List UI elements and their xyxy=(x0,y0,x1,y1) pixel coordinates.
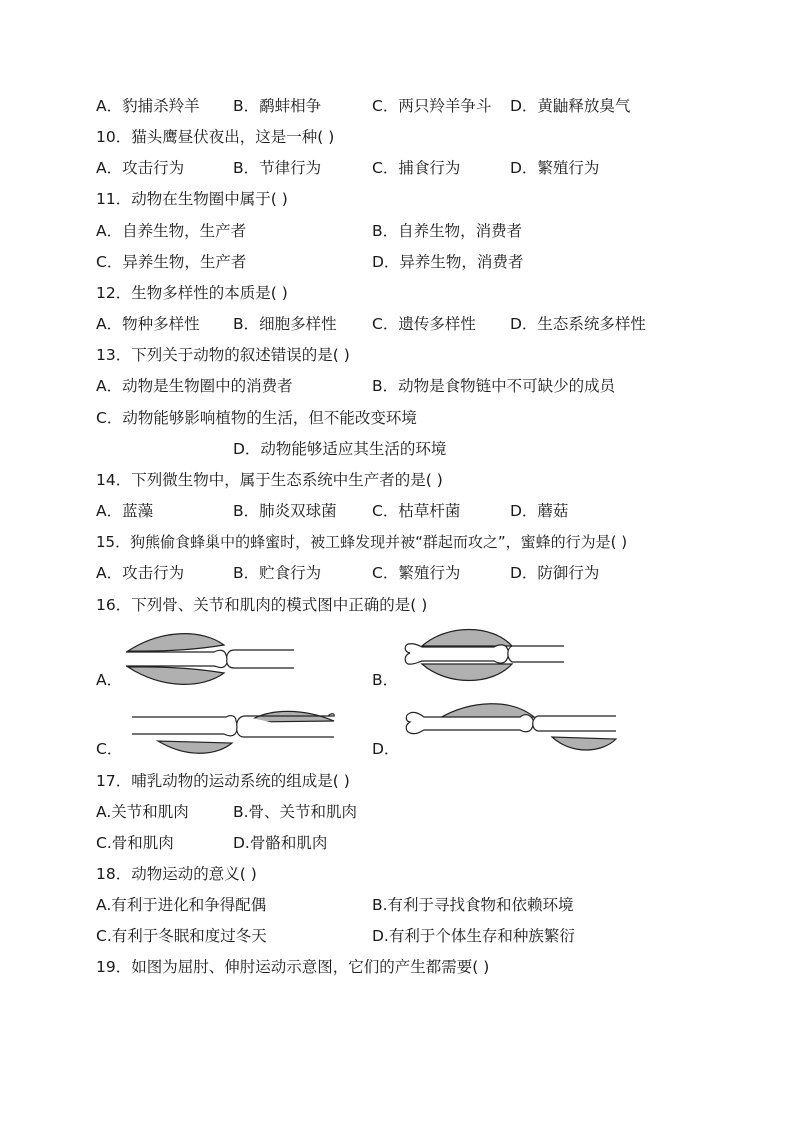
q17-option-b: B.骨、关节和肌肉 xyxy=(233,803,358,821)
q13-option-b: B．动物是食物链中不可缺少的成员 xyxy=(372,377,616,395)
q17-option-d: D.骨骼和肌肉 xyxy=(233,834,328,852)
q16-option-a-label: A． xyxy=(96,671,123,689)
q17-option-c: C.骨和肌肉 xyxy=(96,834,174,852)
q18-option-a: A.有利于进化和争得配偶 xyxy=(96,896,267,914)
q14-stem: 14．下列微生物中，属于生态系统中生产者的是( ) xyxy=(96,471,443,489)
q17-stem: 17．哺乳动物的运动系统的组成是( ) xyxy=(96,772,350,790)
q11-option-d: D．异养生物，消费者 xyxy=(372,253,524,271)
q14-option-b: B．肺炎双球菌 xyxy=(233,502,337,520)
q12-option-d: D．生态系统多样性 xyxy=(510,315,646,333)
q13-option-d: D．动物能够适应其生活的环境 xyxy=(233,440,447,458)
q18-option-b: B.有利于寻找食物和依赖环境 xyxy=(372,896,574,914)
figure-d-bone-muscle xyxy=(402,699,620,757)
q11-option-b: B．自养生物，消费者 xyxy=(372,222,523,240)
q15-option-a: A．攻击行为 xyxy=(96,564,185,582)
q14-option-a: A．蓝藻 xyxy=(96,502,154,520)
q19-stem: 19．如图为屈肘、伸肘运动示意图，它们的产生都需要( ) xyxy=(96,958,490,976)
q10-option-d: D．繁殖行为 xyxy=(510,159,600,177)
q14-option-c: C．枯草杆菌 xyxy=(372,502,461,520)
q18-stem: 18．动物运动的意义( ) xyxy=(96,865,257,883)
figure-b-bone-muscle xyxy=(402,624,567,684)
q11-stem: 11．动物在生物圈中属于( ) xyxy=(96,190,288,208)
q11-option-c: C．异养生物，生产者 xyxy=(96,253,247,271)
q12-stem: 12．生物多样性的本质是( ) xyxy=(96,284,288,302)
q10-option-c: C．捕食行为 xyxy=(372,159,461,177)
q13-option-a: A．动物是生物圈中的消费者 xyxy=(96,377,293,395)
q9-option-b: B．鹬蚌相争 xyxy=(233,97,322,115)
q12-option-a: A．物种多样性 xyxy=(96,315,200,333)
q10-stem: 10．猫头鹰昼伏夜出，这是一种( ) xyxy=(96,128,335,146)
q15-option-d: D．防御行为 xyxy=(510,564,600,582)
q15-option-b: B．贮食行为 xyxy=(233,564,322,582)
q15-stem: 15．狗熊偷食蜂巢中的蜂蜜时，被工蜂发现并被“群起而攻之”，蜜蜂的行为是( ) xyxy=(96,533,628,551)
q16-option-d-label: D． xyxy=(372,740,400,758)
q17-option-a: A.关节和肌肉 xyxy=(96,803,189,821)
q14-option-d: D．蘑菇 xyxy=(510,502,569,520)
q12-option-c: C．遗传多样性 xyxy=(372,315,476,333)
q18-option-d: D.有利于个体生存和种族繁衍 xyxy=(372,927,575,945)
figure-c-bone-muscle xyxy=(128,703,336,755)
figure-a-bone-muscle xyxy=(122,632,297,686)
q16-option-c-label: C． xyxy=(96,740,123,758)
q9-option-d: D．黄鼬释放臭气 xyxy=(510,97,631,115)
q10-option-b: B．节律行为 xyxy=(233,159,322,177)
q11-option-a: A．自养生物，生产者 xyxy=(96,222,247,240)
q16-stem: 16．下列骨、关节和肌肉的模式图中正确的是( ) xyxy=(96,596,428,614)
q13-option-c: C．动物能够影响植物的生活，但不能改变环境 xyxy=(96,409,417,427)
q16-option-b-label: B． xyxy=(372,671,399,689)
q13-stem: 13．下列关于动物的叙述错误的是( ) xyxy=(96,346,350,364)
q15-option-c: C．繁殖行为 xyxy=(372,564,461,582)
q9-option-a: A．豹捕杀羚羊 xyxy=(96,97,200,115)
q9-option-c: C．两只羚羊争斗 xyxy=(372,97,492,115)
q10-option-a: A．攻击行为 xyxy=(96,159,185,177)
q18-option-c: C.有利于冬眠和度过冬天 xyxy=(96,927,267,945)
q12-option-b: B．细胞多样性 xyxy=(233,315,337,333)
